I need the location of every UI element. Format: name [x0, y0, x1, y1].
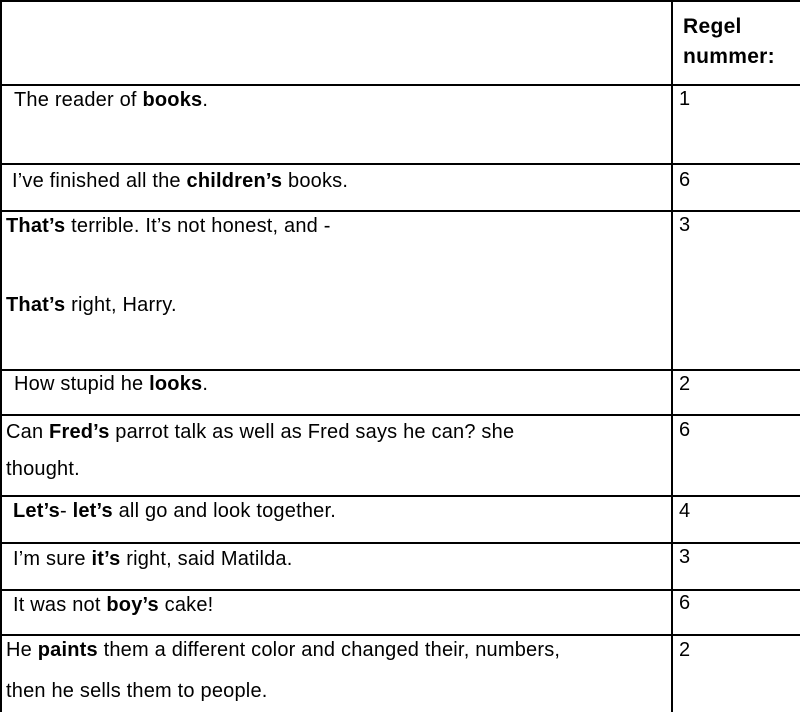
rule-number-cell: 6 — [679, 419, 691, 441]
rule-number-cell: 2 — [679, 373, 691, 395]
table-border-left — [0, 0, 2, 712]
sentence-cell — [6, 673, 268, 709]
column-divider — [671, 0, 673, 712]
header-line-1: Regel — [683, 15, 742, 38]
rule-number-cell: 1 — [679, 88, 691, 110]
table-border-top — [0, 0, 800, 2]
sentence-text: right, Harry. — [65, 294, 177, 316]
rule-number-cell: 3 — [679, 546, 691, 568]
sentence-cell — [6, 451, 80, 487]
sentence-cell — [13, 541, 293, 577]
sentence-cell — [6, 208, 331, 244]
bold-word: it’s — [91, 548, 121, 570]
sentence-text: terrible. It’s not honest, and - — [65, 215, 331, 237]
sentence-cell — [6, 414, 514, 450]
sentence-text: I’m sure — [13, 548, 92, 570]
sentence-cell — [13, 493, 336, 529]
rule-number-cell: 3 — [679, 214, 691, 236]
bold-word: Let’s — [13, 500, 60, 522]
sentence-text: How stupid he — [14, 373, 150, 395]
rule-number-cell: 4 — [679, 500, 691, 522]
bold-word: boy’s — [106, 594, 159, 616]
bold-word: let’s — [72, 500, 113, 522]
sentence-cell — [14, 82, 208, 118]
sentence-text: cake! — [158, 594, 214, 616]
rule-number-cell: 6 — [679, 592, 691, 614]
sentence-text: - — [59, 500, 73, 522]
sentence-cell — [6, 632, 560, 668]
sentence-text: books. — [282, 170, 349, 192]
bold-word: Fred’s — [49, 421, 110, 443]
sentence-text: . — [202, 89, 209, 111]
bold-word: That’s — [6, 294, 66, 316]
rule-number-cell: 2 — [679, 639, 691, 661]
sentence-text: then he sells them to people. — [6, 680, 268, 702]
sentence-text: Can — [6, 421, 50, 443]
bold-word: paints — [37, 639, 98, 661]
sentence-text: He — [6, 639, 38, 661]
sentence-text: It was not — [13, 594, 107, 616]
sentence-text: I’ve finished all the — [12, 170, 187, 192]
sentence-text: them a different color and changed their, numbers, — [97, 639, 561, 661]
sentence-text: . — [202, 373, 209, 395]
column-header-rule-number — [683, 12, 775, 72]
sentence-text: parrot talk as well as Fred says he can? she — [109, 421, 515, 443]
sentence-text: all go and look together. — [112, 500, 336, 522]
sentence-cell — [13, 587, 213, 623]
sentence-text: The reader of — [14, 89, 143, 111]
bold-word: children’s — [186, 170, 283, 192]
sentence-text: right, said Matilda. — [120, 548, 293, 570]
sentence-cell — [14, 366, 208, 402]
sentence-cell — [12, 163, 348, 199]
bold-word: looks — [149, 373, 203, 395]
sentence-cell — [6, 287, 177, 323]
bold-word: That’s — [6, 215, 66, 237]
header-line-2: nummer: — [683, 45, 775, 68]
sentence-text: thought. — [6, 458, 80, 480]
bold-word: books — [142, 89, 203, 111]
rule-number-cell: 6 — [679, 169, 691, 191]
